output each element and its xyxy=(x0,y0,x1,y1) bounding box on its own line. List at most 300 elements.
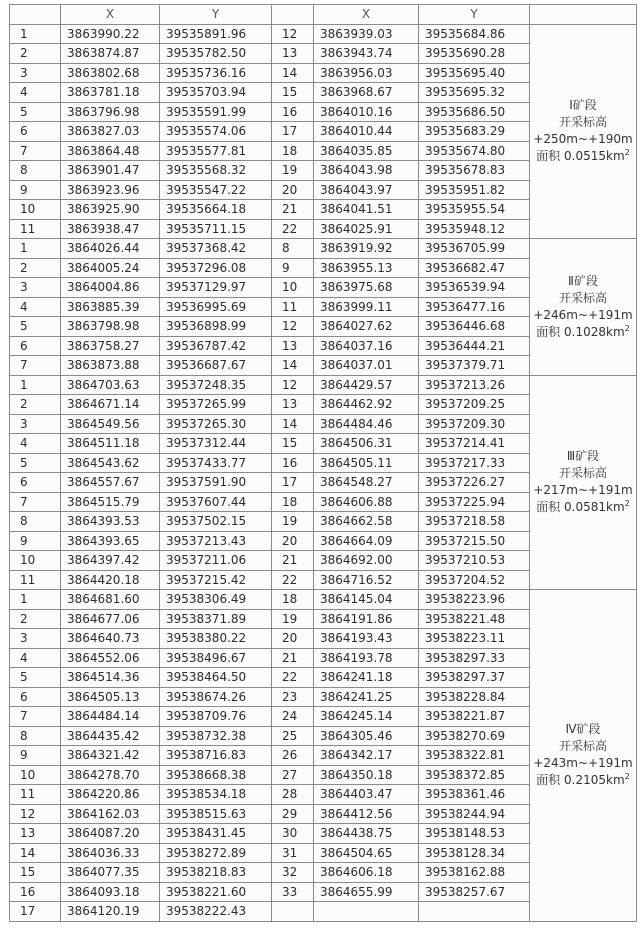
y-coordinate xyxy=(419,902,530,922)
point-index: 26 xyxy=(272,746,314,766)
y-coordinate: 39537214.41 xyxy=(419,434,530,454)
header-x: X xyxy=(61,5,160,25)
point-index: 22 xyxy=(272,219,314,239)
x-coordinate: 3864241.18 xyxy=(314,668,419,688)
section-elevation-title: 开采标高 xyxy=(558,466,607,481)
y-coordinate: 39535690.28 xyxy=(419,44,530,64)
y-coordinate: 39538270.69 xyxy=(419,726,530,746)
x-coordinate: 3864435.42 xyxy=(61,726,160,746)
point-index: 13 xyxy=(272,336,314,356)
point-index: 4 xyxy=(10,434,61,454)
point-index: 29 xyxy=(272,804,314,824)
y-coordinate: 39535574.06 xyxy=(160,122,272,142)
y-coordinate: 39536995.69 xyxy=(160,297,272,317)
y-coordinate: 39537217.33 xyxy=(419,453,530,473)
point-index: 14 xyxy=(10,843,61,863)
point-index: 10 xyxy=(10,200,61,220)
x-coordinate: 3864025.91 xyxy=(314,219,419,239)
y-coordinate: 39537265.30 xyxy=(160,414,272,434)
point-index: 7 xyxy=(10,707,61,727)
point-index: 11 xyxy=(10,785,61,805)
x-coordinate: 3863798.98 xyxy=(61,317,160,337)
y-coordinate: 39537209.25 xyxy=(419,395,530,415)
x-coordinate: 3864145.04 xyxy=(314,590,419,610)
y-coordinate: 39536687.67 xyxy=(160,356,272,376)
point-index: 6 xyxy=(10,687,61,707)
point-index: 10 xyxy=(272,278,314,298)
point-index: 17 xyxy=(272,473,314,493)
y-coordinate: 39535664.18 xyxy=(160,200,272,220)
table-row xyxy=(10,239,637,259)
y-coordinate: 39537225.94 xyxy=(419,492,530,512)
section-name: Ⅰ矿段 xyxy=(569,98,597,113)
section-elevation-title: 开采标高 xyxy=(558,290,607,305)
point-index: 1 xyxy=(10,24,61,44)
x-coordinate: 3863919.92 xyxy=(314,239,419,259)
x-coordinate: 3864241.25 xyxy=(314,687,419,707)
y-coordinate: 39538361.46 xyxy=(419,785,530,805)
section-name: Ⅱ矿段 xyxy=(568,273,598,288)
y-coordinate: 39537248.35 xyxy=(160,375,272,395)
y-coordinate: 39537209.30 xyxy=(419,414,530,434)
point-index: 2 xyxy=(10,609,61,629)
section-area xyxy=(530,772,636,789)
y-coordinate: 39535955.54 xyxy=(419,200,530,220)
section-elevation-range: +250m~+190m xyxy=(533,132,633,147)
y-coordinate: 39537129.97 xyxy=(160,278,272,298)
x-coordinate: 3864162.03 xyxy=(61,804,160,824)
point-index: 1 xyxy=(10,590,61,610)
section-area-unit-exponent: 2 xyxy=(624,772,630,782)
y-coordinate: 39538244.94 xyxy=(419,804,530,824)
x-coordinate: 3864429.57 xyxy=(314,375,419,395)
x-coordinate: 3864010.16 xyxy=(314,102,419,122)
section-area-value: 面积 0.2105km xyxy=(536,773,625,788)
point-index: 10 xyxy=(10,765,61,785)
point-index: 28 xyxy=(272,785,314,805)
x-coordinate: 3864193.78 xyxy=(314,648,419,668)
y-coordinate: 39535703.94 xyxy=(160,83,272,103)
point-index: 14 xyxy=(272,414,314,434)
x-coordinate: 3863990.22 xyxy=(61,24,160,44)
x-coordinate: 3864662.58 xyxy=(314,512,419,532)
point-index xyxy=(272,902,314,922)
x-coordinate: 3864120.19 xyxy=(61,902,160,922)
x-coordinate: 3864220.86 xyxy=(61,785,160,805)
section-elevation-title: 开采标高 xyxy=(558,115,607,130)
point-index: 15 xyxy=(272,434,314,454)
x-coordinate: 3864036.33 xyxy=(61,843,160,863)
point-index: 4 xyxy=(10,297,61,317)
coordinate-table xyxy=(9,4,637,922)
x-coordinate: 3864043.98 xyxy=(314,161,419,181)
y-coordinate: 39538218.83 xyxy=(160,863,272,883)
x-coordinate: 3864093.18 xyxy=(61,882,160,902)
y-coordinate: 39535684.86 xyxy=(419,24,530,44)
header-index xyxy=(10,5,61,25)
y-coordinate: 39535951.82 xyxy=(419,180,530,200)
x-coordinate: 3864393.65 xyxy=(61,531,160,551)
point-index: 32 xyxy=(272,863,314,883)
y-coordinate: 39538515.63 xyxy=(160,804,272,824)
point-index: 1 xyxy=(10,239,61,259)
section-area-unit-exponent: 2 xyxy=(624,148,630,158)
section-name: Ⅲ矿段 xyxy=(566,449,600,464)
section-area xyxy=(530,324,636,341)
y-coordinate: 39535678.83 xyxy=(419,161,530,181)
point-index: 9 xyxy=(10,746,61,766)
x-coordinate: 3863796.98 xyxy=(61,102,160,122)
x-coordinate: 3864087.20 xyxy=(61,824,160,844)
x-coordinate: 3863955.13 xyxy=(314,258,419,278)
point-index: 18 xyxy=(272,141,314,161)
point-index: 18 xyxy=(272,590,314,610)
x-coordinate: 3864716.52 xyxy=(314,570,419,590)
point-index: 23 xyxy=(272,687,314,707)
y-coordinate: 39538128.34 xyxy=(419,843,530,863)
y-coordinate: 39537204.52 xyxy=(419,570,530,590)
y-coordinate: 39536477.16 xyxy=(419,297,530,317)
y-coordinate: 39535568.32 xyxy=(160,161,272,181)
x-coordinate: 3864664.09 xyxy=(314,531,419,551)
y-coordinate: 39537368.42 xyxy=(160,239,272,259)
point-index: 22 xyxy=(272,570,314,590)
x-coordinate: 3864403.47 xyxy=(314,785,419,805)
y-coordinate: 39538148.53 xyxy=(419,824,530,844)
point-index: 12 xyxy=(10,804,61,824)
point-index: 14 xyxy=(272,356,314,376)
section-elevation-range: +243m~+191m xyxy=(533,756,633,771)
x-coordinate: 3864484.14 xyxy=(61,707,160,727)
x-coordinate: 3863956.03 xyxy=(314,63,419,83)
x-coordinate: 3864005.24 xyxy=(61,258,160,278)
section-label xyxy=(530,239,637,376)
y-coordinate: 39537379.71 xyxy=(419,356,530,376)
y-coordinate: 39537607.44 xyxy=(160,492,272,512)
header-y-2: Y xyxy=(419,5,530,25)
point-index: 19 xyxy=(272,512,314,532)
point-index: 8 xyxy=(10,512,61,532)
point-index: 16 xyxy=(272,102,314,122)
x-coordinate: 3864640.73 xyxy=(61,629,160,649)
y-coordinate: 39538668.38 xyxy=(160,765,272,785)
y-coordinate: 39538716.83 xyxy=(160,746,272,766)
y-coordinate: 39535695.40 xyxy=(419,63,530,83)
y-coordinate: 39536898.99 xyxy=(160,317,272,337)
point-index: 20 xyxy=(272,531,314,551)
y-coordinate: 39538223.11 xyxy=(419,629,530,649)
y-coordinate: 39535683.29 xyxy=(419,122,530,142)
point-index: 17 xyxy=(10,902,61,922)
point-index: 33 xyxy=(272,882,314,902)
point-index: 24 xyxy=(272,707,314,727)
section-elevation-range: +246m~+191m xyxy=(533,307,633,322)
y-coordinate: 39538380.22 xyxy=(160,629,272,649)
section-area-unit-exponent: 2 xyxy=(624,323,630,333)
point-index: 22 xyxy=(272,668,314,688)
point-index: 2 xyxy=(10,258,61,278)
y-coordinate: 39537265.99 xyxy=(160,395,272,415)
table-row xyxy=(10,24,637,44)
point-index: 4 xyxy=(10,83,61,103)
x-coordinate: 3864278.70 xyxy=(61,765,160,785)
point-index: 8 xyxy=(10,726,61,746)
x-coordinate: 3864342.17 xyxy=(314,746,419,766)
y-coordinate: 39537226.27 xyxy=(419,473,530,493)
point-index: 15 xyxy=(272,83,314,103)
y-coordinate: 39537213.26 xyxy=(419,375,530,395)
x-coordinate: 3864511.18 xyxy=(61,434,160,454)
y-coordinate: 39537211.06 xyxy=(160,551,272,571)
header-label xyxy=(530,5,637,25)
x-coordinate: 3863968.67 xyxy=(314,83,419,103)
x-coordinate: 3863975.68 xyxy=(314,278,419,298)
x-coordinate: 3864191.86 xyxy=(314,609,419,629)
y-coordinate: 39538297.37 xyxy=(419,668,530,688)
y-coordinate: 39535577.81 xyxy=(160,141,272,161)
x-coordinate: 3864515.79 xyxy=(61,492,160,512)
x-coordinate: 3864037.16 xyxy=(314,336,419,356)
x-coordinate: 3864035.85 xyxy=(314,141,419,161)
y-coordinate: 39537215.50 xyxy=(419,531,530,551)
point-index: 1 xyxy=(10,375,61,395)
x-coordinate: 3864484.46 xyxy=(314,414,419,434)
x-coordinate: 3863781.18 xyxy=(61,83,160,103)
y-coordinate: 39538221.87 xyxy=(419,707,530,727)
x-coordinate: 3864548.27 xyxy=(314,473,419,493)
section-label xyxy=(530,375,637,590)
point-index: 20 xyxy=(272,180,314,200)
x-coordinate: 3864606.18 xyxy=(314,863,419,883)
y-coordinate: 39538228.84 xyxy=(419,687,530,707)
point-index: 13 xyxy=(272,395,314,415)
y-coordinate: 39538257.67 xyxy=(419,882,530,902)
y-coordinate: 39538223.96 xyxy=(419,590,530,610)
x-coordinate: 3864393.53 xyxy=(61,512,160,532)
y-coordinate: 39535711.15 xyxy=(160,219,272,239)
x-coordinate: 3864505.13 xyxy=(61,687,160,707)
y-coordinate: 39535674.80 xyxy=(419,141,530,161)
point-index: 15 xyxy=(10,863,61,883)
coordinate-table-sheet xyxy=(9,4,636,922)
x-coordinate: 3864420.18 xyxy=(61,570,160,590)
y-coordinate: 39537218.58 xyxy=(419,512,530,532)
x-coordinate: 3864703.63 xyxy=(61,375,160,395)
point-index: 21 xyxy=(272,200,314,220)
point-index: 31 xyxy=(272,843,314,863)
point-index: 17 xyxy=(272,122,314,142)
header-index-2 xyxy=(272,5,314,25)
point-index: 5 xyxy=(10,453,61,473)
x-coordinate: 3863999.11 xyxy=(314,297,419,317)
point-index: 7 xyxy=(10,492,61,512)
x-coordinate: 3864245.14 xyxy=(314,707,419,727)
y-coordinate: 39537210.53 xyxy=(419,551,530,571)
point-index: 7 xyxy=(10,356,61,376)
point-index: 9 xyxy=(10,531,61,551)
point-index: 3 xyxy=(10,629,61,649)
x-coordinate xyxy=(314,902,419,922)
point-index: 5 xyxy=(10,668,61,688)
y-coordinate: 39538162.88 xyxy=(419,863,530,883)
point-index: 16 xyxy=(272,453,314,473)
x-coordinate: 3864026.44 xyxy=(61,239,160,259)
x-coordinate: 3864505.11 xyxy=(314,453,419,473)
section-area-value: 面积 0.0581km xyxy=(536,500,625,515)
y-coordinate: 39538496.67 xyxy=(160,648,272,668)
section-label xyxy=(530,24,637,239)
point-index: 3 xyxy=(10,414,61,434)
x-coordinate: 3863925.90 xyxy=(61,200,160,220)
section-name: Ⅳ矿段 xyxy=(565,722,601,737)
x-coordinate: 3863923.96 xyxy=(61,180,160,200)
point-index: 19 xyxy=(272,161,314,181)
x-coordinate: 3864606.88 xyxy=(314,492,419,512)
point-index: 8 xyxy=(10,161,61,181)
point-index: 14 xyxy=(272,63,314,83)
x-coordinate: 3864671.14 xyxy=(61,395,160,415)
x-coordinate: 3863943.74 xyxy=(314,44,419,64)
point-index: 20 xyxy=(272,629,314,649)
point-index: 21 xyxy=(272,551,314,571)
section-area-unit-exponent: 2 xyxy=(624,499,630,509)
x-coordinate: 3863873.88 xyxy=(61,356,160,376)
point-index: 13 xyxy=(10,824,61,844)
x-coordinate: 3864350.18 xyxy=(314,765,419,785)
x-coordinate: 3864655.99 xyxy=(314,882,419,902)
point-index: 13 xyxy=(272,44,314,64)
point-index: 2 xyxy=(10,395,61,415)
y-coordinate: 39536446.68 xyxy=(419,317,530,337)
y-coordinate: 39537213.43 xyxy=(160,531,272,551)
x-coordinate: 3864041.51 xyxy=(314,200,419,220)
y-coordinate: 39538221.60 xyxy=(160,882,272,902)
x-coordinate: 3863939.03 xyxy=(314,24,419,44)
x-coordinate: 3864692.00 xyxy=(314,551,419,571)
table-row xyxy=(10,590,637,610)
x-coordinate: 3864010.44 xyxy=(314,122,419,142)
point-index: 8 xyxy=(272,239,314,259)
x-coordinate: 3864004.86 xyxy=(61,278,160,298)
x-coordinate: 3863827.03 xyxy=(61,122,160,142)
x-coordinate: 3864504.65 xyxy=(314,843,419,863)
x-coordinate: 3864552.06 xyxy=(61,648,160,668)
point-index: 9 xyxy=(10,180,61,200)
x-coordinate: 3864438.75 xyxy=(314,824,419,844)
y-coordinate: 39538431.45 xyxy=(160,824,272,844)
point-index: 2 xyxy=(10,44,61,64)
x-coordinate: 3863758.27 xyxy=(61,336,160,356)
x-coordinate: 3864462.92 xyxy=(314,395,419,415)
x-coordinate: 3864549.56 xyxy=(61,414,160,434)
header-row xyxy=(10,5,637,25)
y-coordinate: 39537591.90 xyxy=(160,473,272,493)
x-coordinate: 3863874.87 xyxy=(61,44,160,64)
y-coordinate: 39536444.21 xyxy=(419,336,530,356)
point-index: 5 xyxy=(10,317,61,337)
y-coordinate: 39538272.89 xyxy=(160,843,272,863)
point-index: 6 xyxy=(10,336,61,356)
x-coordinate: 3863901.47 xyxy=(61,161,160,181)
x-coordinate: 3864037.01 xyxy=(314,356,419,376)
y-coordinate: 39538297.33 xyxy=(419,648,530,668)
section-area xyxy=(530,499,636,516)
x-coordinate: 3863885.39 xyxy=(61,297,160,317)
point-index: 30 xyxy=(272,824,314,844)
y-coordinate: 39535782.50 xyxy=(160,44,272,64)
point-index: 3 xyxy=(10,278,61,298)
y-coordinate: 39537502.15 xyxy=(160,512,272,532)
x-coordinate: 3863938.47 xyxy=(61,219,160,239)
x-coordinate: 3864193.43 xyxy=(314,629,419,649)
y-coordinate: 39537296.08 xyxy=(160,258,272,278)
y-coordinate: 39538674.26 xyxy=(160,687,272,707)
point-index: 16 xyxy=(10,882,61,902)
y-coordinate: 39538322.81 xyxy=(419,746,530,766)
point-index: 12 xyxy=(272,24,314,44)
x-coordinate: 3864506.31 xyxy=(314,434,419,454)
y-coordinate: 39538732.38 xyxy=(160,726,272,746)
y-coordinate: 39535686.50 xyxy=(419,102,530,122)
header-y: Y xyxy=(160,5,272,25)
point-index: 10 xyxy=(10,551,61,571)
y-coordinate: 39535948.12 xyxy=(419,219,530,239)
y-coordinate: 39535891.96 xyxy=(160,24,272,44)
y-coordinate: 39538372.85 xyxy=(419,765,530,785)
section-elevation-range: +217m~+191m xyxy=(533,483,633,498)
section-area xyxy=(530,148,636,165)
point-index: 18 xyxy=(272,492,314,512)
table-body xyxy=(10,24,637,921)
point-index: 12 xyxy=(272,375,314,395)
point-index: 21 xyxy=(272,648,314,668)
point-index: 9 xyxy=(272,258,314,278)
x-coordinate: 3864557.67 xyxy=(61,473,160,493)
x-coordinate: 3864077.35 xyxy=(61,863,160,883)
y-coordinate: 39537433.77 xyxy=(160,453,272,473)
point-index: 25 xyxy=(272,726,314,746)
y-coordinate: 39538221.48 xyxy=(419,609,530,629)
section-area-value: 面积 0.0515km xyxy=(536,149,625,164)
table-row xyxy=(10,375,637,395)
x-coordinate: 3864543.62 xyxy=(61,453,160,473)
x-coordinate: 3863864.48 xyxy=(61,141,160,161)
point-index: 11 xyxy=(10,570,61,590)
point-index: 19 xyxy=(272,609,314,629)
y-coordinate: 39538534.18 xyxy=(160,785,272,805)
y-coordinate: 39538709.76 xyxy=(160,707,272,727)
y-coordinate: 39538371.89 xyxy=(160,609,272,629)
x-coordinate: 3864321.42 xyxy=(61,746,160,766)
x-coordinate: 3864412.56 xyxy=(314,804,419,824)
point-index: 6 xyxy=(10,473,61,493)
x-coordinate: 3864027.62 xyxy=(314,317,419,337)
y-coordinate: 39537215.42 xyxy=(160,570,272,590)
y-coordinate: 39537312.44 xyxy=(160,434,272,454)
point-index: 5 xyxy=(10,102,61,122)
y-coordinate: 39535736.16 xyxy=(160,63,272,83)
x-coordinate: 3864305.46 xyxy=(314,726,419,746)
y-coordinate: 39535695.32 xyxy=(419,83,530,103)
x-coordinate: 3864677.06 xyxy=(61,609,160,629)
x-coordinate: 3864397.42 xyxy=(61,551,160,571)
point-index: 11 xyxy=(10,219,61,239)
point-index: 4 xyxy=(10,648,61,668)
section-label xyxy=(530,590,637,922)
x-coordinate: 3863802.68 xyxy=(61,63,160,83)
y-coordinate: 39536705.99 xyxy=(419,239,530,259)
y-coordinate: 39538464.50 xyxy=(160,668,272,688)
